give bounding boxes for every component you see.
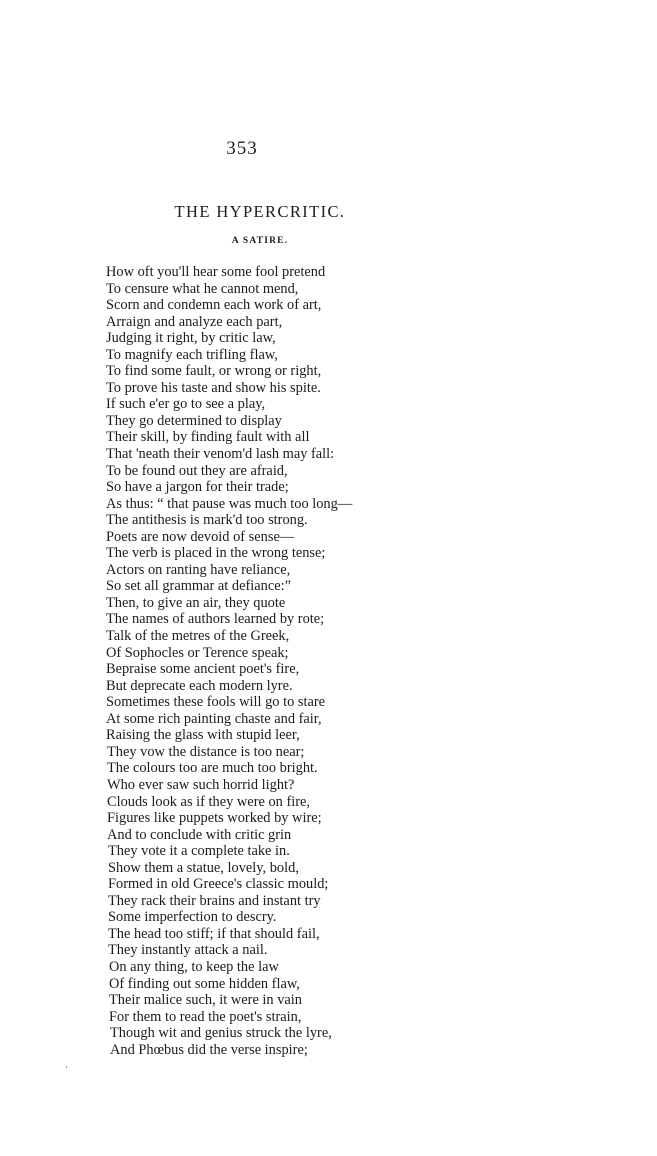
poem-line: To prove his taste and show his spite. xyxy=(106,379,321,396)
poem-line: Their skill, by finding fault with all xyxy=(106,429,310,446)
poem-line: The head too stiff; if that should fail, xyxy=(108,925,320,942)
poem-line: To censure what he cannot mend, xyxy=(106,280,299,297)
poem-line: That 'neath their venom'd lash may fall: xyxy=(106,446,335,463)
poem-line: Who ever saw such horrid light? xyxy=(107,776,295,793)
poem-line: To be found out they are afraid, xyxy=(106,462,288,479)
poem-line: Arraign and analyze each part, xyxy=(106,313,283,330)
poem-line: The verb is placed in the wrong tense; xyxy=(106,545,326,562)
paper-speck xyxy=(66,1066,67,1068)
poem-line: Sometimes these fools will go to stare xyxy=(106,694,326,711)
poem-line: If such e'er go to see a play, xyxy=(106,396,266,413)
poem-line: Figures like puppets worked by wire; xyxy=(107,810,322,827)
poem-line: Of finding out some hidden flaw, xyxy=(109,975,300,992)
poem-line: They instantly attack a nail. xyxy=(108,942,268,959)
poem-line: Raising the glass with stupid leer, xyxy=(106,727,300,744)
poem-line: Actors on ranting have reliance, xyxy=(106,561,291,578)
poem-line: And Phœbus did the verse inspire; xyxy=(110,1041,308,1058)
poem-line: So set all grammar at defiance:” xyxy=(106,578,291,595)
poem-line: Of Sophocles or Terence speak; xyxy=(106,644,289,661)
poem-line: The names of authors learned by rote; xyxy=(106,611,325,628)
poem-line: The colours too are much too bright. xyxy=(107,760,318,777)
poem-line: Clouds look as if they were on fire, xyxy=(107,793,311,810)
poem-line: Show them a statue, lovely, bold, xyxy=(108,859,299,876)
poem-title: THE HYPERCRITIC. xyxy=(174,202,346,221)
poem-line: They vote it a complete take in. xyxy=(108,843,290,860)
poem-line: But deprecate each modern lyre. xyxy=(106,677,293,694)
poem-line: The antithesis is mark'd too strong. xyxy=(106,512,308,529)
poem-line: And to conclude with critic grin xyxy=(107,826,292,843)
poem-line: For them to read the poet's strain, xyxy=(109,1008,302,1025)
poem-line: Their malice such, it were in vain xyxy=(109,992,303,1009)
poem-line: Talk of the metres of the Greek, xyxy=(106,628,290,645)
poem-line: So have a jargon for their trade; xyxy=(106,479,289,496)
poem-line: Poets are now devoid of sense— xyxy=(106,528,295,545)
poem-line: Then, to give an air, they quote xyxy=(106,594,286,611)
poem-line: On any thing, to keep the law xyxy=(109,958,279,975)
poem-line: Though wit and genius struck the lyre, xyxy=(110,1025,332,1042)
poem-line: They rack their brains and instant try xyxy=(108,892,321,909)
poem-line: They go determined to display xyxy=(106,412,282,429)
poem-line: Judging it right, by critic law, xyxy=(106,330,276,347)
poem-body xyxy=(106,264,352,1058)
poem-line: How oft you'll hear some fool pretend xyxy=(106,264,326,280)
poem-line: Scorn and condemn each work of art, xyxy=(106,297,322,314)
page-number: 353 xyxy=(226,138,258,159)
poem-line: To find some fault, or wrong or right, xyxy=(106,363,322,380)
poem-line: As thus: “ that pause was much too long— xyxy=(106,495,353,512)
poem-subtitle: A SATIRE. xyxy=(231,236,289,246)
poem-line: Formed in old Greece's classic mould; xyxy=(108,876,329,893)
poem-line: At some rich painting chaste and fair, xyxy=(106,710,322,727)
poem-line: They vow the distance is too near; xyxy=(107,743,305,760)
poem-line: Some imperfection to descry. xyxy=(108,909,277,926)
poem-line: Bepraise some ancient poet's fire, xyxy=(106,661,300,678)
poem-line: To magnify each trifling flaw, xyxy=(106,346,278,363)
